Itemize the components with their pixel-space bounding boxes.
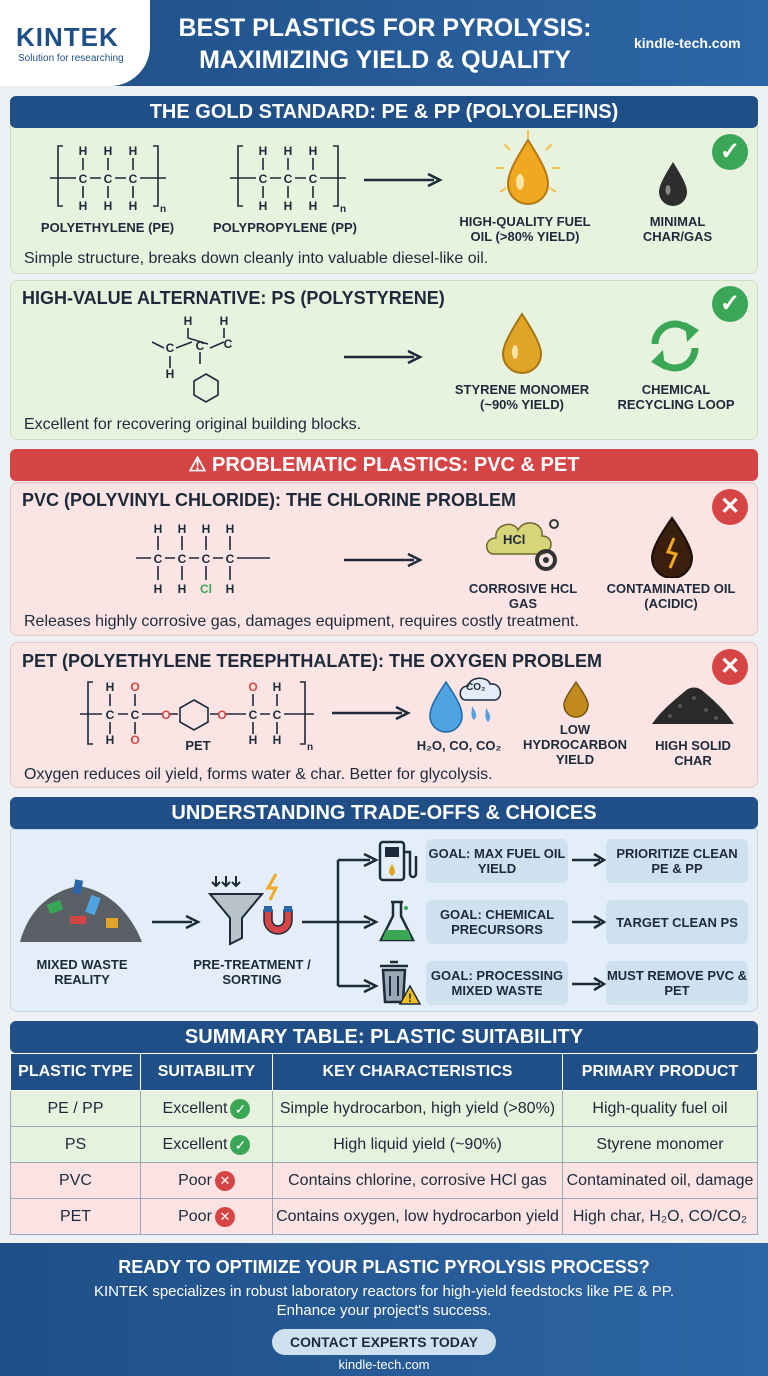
svg-text:H: H [272, 680, 282, 694]
cross-icon: ✕ [712, 649, 748, 685]
char-gas-label: MINIMAL CHAR/GAS [642, 214, 713, 244]
svg-text:n: n [306, 742, 314, 750]
goal-mixed: GOAL: PROCESSING MIXED WASTE [426, 961, 568, 1005]
table-row [11, 1127, 758, 1163]
table-row [11, 1199, 758, 1235]
low-yield-label: LOW HYDROCARBON YIELD [523, 722, 627, 767]
cell-product: High-quality fuel oil [563, 1091, 758, 1127]
cell-product: Styrene monomer [563, 1127, 758, 1163]
summary-title: SUMMARY TABLE: PLASTIC SUITABILITY [10, 1021, 758, 1053]
col-characteristics: KEY CHARACTERISTICS [273, 1054, 563, 1091]
svg-text:H: H [283, 199, 293, 212]
pe-structure [48, 140, 168, 212]
svg-text:C: C [258, 172, 268, 186]
arrow-icon [330, 705, 412, 721]
solid-char-label: HIGH SOLID CHAR [655, 738, 731, 768]
recycling-loop-icon [645, 316, 705, 376]
action-mixed: MUST REMOVE PVC & PET [606, 961, 748, 1005]
svg-text:H: H [105, 680, 115, 694]
footer-site-link[interactable]: kindle-tech.com [338, 1357, 430, 1372]
svg-text:H: H [105, 733, 115, 747]
svg-text:H: H [153, 582, 163, 596]
table-row [11, 1163, 758, 1199]
pet-label: PET [185, 738, 211, 753]
svg-text:H: H [272, 733, 282, 747]
check-icon: ✓ [230, 1099, 250, 1119]
svg-text:H: H [258, 144, 268, 158]
fuel-oil-label: HIGH-QUALITY FUEL OIL (>80% YIELD) [459, 214, 591, 244]
svg-text:H: H [177, 522, 187, 536]
logo: KINTEK [16, 22, 119, 52]
problem-title: ⚠ PROBLEMATIC PLASTICS: PVC & PET [10, 449, 758, 481]
svg-text:O: O [161, 708, 171, 722]
contaminated-oil-icon [646, 516, 698, 578]
footer [0, 1243, 768, 1376]
mixed-waste-label: MIXED WASTE REALITY [36, 957, 128, 987]
suitability-text: Excellent [162, 1099, 228, 1117]
svg-text:C: C [225, 552, 235, 566]
svg-text:H: H [308, 144, 318, 158]
svg-text:C: C [177, 552, 187, 566]
footer-text-2: Enhance your project's success. [276, 1302, 492, 1319]
svg-text:C: C [195, 339, 205, 353]
water-co2-label: H₂O, CO, CO₂ [416, 738, 502, 753]
svg-text:C: C [153, 552, 163, 566]
header-site-link[interactable]: kindle-tech.com [634, 35, 741, 51]
ps-description: Excellent for recovering original building blocks. [24, 416, 362, 433]
svg-text:Cl: Cl [200, 582, 212, 596]
svg-text:H: H [128, 144, 138, 158]
svg-text:H: H [177, 582, 187, 596]
action-fuel: PRIORITIZE CLEAN PE & PP [606, 839, 748, 883]
ps-title: HIGH-VALUE ALTERNATIVE: PS (POLYSTYRENE) [22, 288, 445, 308]
col-plastic-type: PLASTIC TYPE [11, 1054, 141, 1091]
svg-text:C: C [201, 552, 211, 566]
cell-product: Contaminated oil, damage [563, 1163, 758, 1199]
action-chemical: TARGET CLEAN PS [606, 900, 748, 944]
sorting-label: PRE-TREATMENT / SORTING [193, 957, 311, 987]
svg-text:H: H [258, 199, 268, 212]
contact-button[interactable]: CONTACT EXPERTS TODAY [272, 1329, 496, 1355]
summary-table [10, 1053, 758, 1235]
cross-icon: ✕ [712, 489, 748, 525]
svg-text:H: H [103, 144, 113, 158]
cell-type: PE / PP [11, 1091, 141, 1127]
low-yield-drop-icon [561, 680, 591, 718]
svg-text:n: n [339, 204, 347, 212]
svg-text:H: H [78, 199, 88, 212]
cell-product: High char, H₂O, CO/CO₂ [563, 1199, 758, 1235]
pet-title: PET (POLYETHYLENE TEREPHTHALATE): THE OXYGEN PROBLEM [22, 651, 603, 671]
cell-type: PVC [11, 1163, 141, 1199]
fuel-pump-icon [376, 838, 418, 884]
cell-characteristics: Simple hydrocarbon, high yield (>80%) [273, 1091, 563, 1127]
check-icon: ✓ [712, 134, 748, 170]
svg-text:H: H [128, 199, 138, 212]
svg-text:H: H [165, 367, 175, 381]
cell-type: PS [11, 1127, 141, 1163]
check-icon: ✓ [712, 286, 748, 322]
svg-text:C: C [78, 172, 88, 186]
cell-characteristics: Contains chlorine, corrosive HCl gas [273, 1163, 563, 1199]
cell-type: PET [11, 1199, 141, 1235]
svg-text:C: C [272, 708, 282, 722]
suitability-text: Excellent [162, 1135, 228, 1153]
svg-text:C: C [105, 708, 115, 722]
svg-text:H: H [103, 199, 113, 212]
hcl-text: HCl [503, 532, 526, 547]
col-product: PRIMARY PRODUCT [563, 1054, 758, 1091]
page-title: BEST PLASTICS FOR PYROLYSIS: [178, 14, 592, 42]
col-suitability: SUITABILITY [141, 1054, 273, 1091]
cell-suitability [141, 1199, 273, 1235]
pvc-title: PVC (POLYVINYL CHLORIDE): THE CHLORINE PROBLEM [22, 490, 517, 510]
svg-text:!: ! [408, 991, 412, 1005]
recycling-label: CHEMICAL RECYCLING LOOP [617, 382, 735, 412]
svg-text:n: n [159, 204, 167, 212]
branch-arrows [300, 852, 380, 1000]
gold-title: THE GOLD STANDARD: PE & PP (POLYOLEFINS) [10, 96, 758, 128]
suitability-text: Poor [178, 1171, 212, 1189]
pp-label: POLYPROPYLENE (PP) [213, 220, 357, 235]
arrow-icon [150, 914, 202, 930]
goal-arrows [568, 846, 608, 996]
svg-text:H: H [248, 733, 258, 747]
svg-text:H: H [283, 144, 293, 158]
fuel-oil-drop-icon [486, 128, 570, 212]
footer-text-1: KINTEK specializes in robust laboratory reactors for high-yield feedstocks like PE & PP. [94, 1283, 674, 1300]
svg-text:H: H [201, 522, 211, 536]
ps-structure [148, 312, 248, 412]
pvc-description: Releases highly corrosive gas, damages equipment, requires costly treatment. [24, 613, 579, 630]
svg-text:H: H [219, 314, 229, 328]
table-row [11, 1091, 758, 1127]
gold-description: Simple structure, breaks down cleanly into valuable diesel-like oil. [24, 250, 489, 267]
solid-char-icon [650, 682, 736, 726]
svg-text:C: C [283, 172, 293, 186]
goal-chemical: GOAL: CHEMICAL PRECURSORS [426, 900, 568, 944]
svg-text:H: H [153, 522, 163, 536]
sorting-funnel-icon [206, 872, 298, 952]
arrow-icon [342, 349, 424, 365]
cross-icon: ✕ [215, 1207, 235, 1227]
svg-text:O: O [130, 680, 140, 694]
svg-text:O: O [217, 708, 227, 722]
svg-text:C: C [223, 337, 233, 351]
arrow-icon [342, 552, 424, 568]
co2-text: CO₂ [466, 682, 486, 693]
trash-warning-icon [374, 958, 422, 1006]
svg-text:O: O [130, 733, 140, 747]
svg-text:C: C [165, 341, 175, 355]
page-subtitle: MAXIMIZING YIELD & QUALITY [199, 46, 571, 74]
cell-suitability [141, 1127, 273, 1163]
logo-tagline: Solution for researching [18, 53, 124, 64]
flask-icon [376, 898, 418, 946]
svg-text:H: H [225, 582, 235, 596]
cell-characteristics: High liquid yield (~90%) [273, 1127, 563, 1163]
contaminated-oil-label: CONTAMINATED OIL (ACIDIC) [606, 581, 736, 611]
arrow-icon [362, 172, 444, 188]
svg-text:O: O [248, 680, 258, 694]
footer-headline: READY TO OPTIMIZE YOUR PLASTIC PYROLYSIS PROCESS? [118, 1257, 650, 1277]
corrosive-gas-label: CORROSIVE HCL GAS [468, 581, 578, 611]
logo-area [0, 0, 150, 86]
svg-text:H: H [225, 522, 235, 536]
pvc-structure [134, 518, 274, 600]
svg-text:C: C [128, 172, 138, 186]
suitability-text: Poor [178, 1207, 212, 1225]
svg-text:H: H [78, 144, 88, 158]
svg-text:C: C [308, 172, 318, 186]
mixed-waste-icon [18, 872, 144, 944]
svg-text:H: H [183, 314, 193, 328]
cell-suitability [141, 1091, 273, 1127]
svg-text:H: H [308, 199, 318, 212]
cell-characteristics: Contains oxygen, low hydrocarbon yield [273, 1199, 563, 1235]
pe-label: POLYETHYLENE (PE) [40, 220, 175, 235]
pp-structure [228, 140, 348, 212]
tradeoffs-title: UNDERSTANDING TRADE-OFFS & CHOICES [10, 797, 758, 829]
styrene-drop-icon [497, 312, 547, 376]
cell-suitability [141, 1163, 273, 1199]
svg-text:C: C [103, 172, 113, 186]
check-icon: ✓ [230, 1135, 250, 1155]
svg-text:C: C [130, 708, 140, 722]
pet-description: Oxygen reduces oil yield, forms water & char. Better for glycolysis. [24, 766, 493, 783]
cross-icon: ✕ [215, 1171, 235, 1191]
goal-fuel: GOAL: MAX FUEL OIL YIELD [426, 839, 568, 883]
svg-text:C: C [248, 708, 258, 722]
styrene-label: STYRENE MONOMER (~90% YIELD) [454, 382, 590, 412]
char-drop-icon [655, 160, 691, 206]
